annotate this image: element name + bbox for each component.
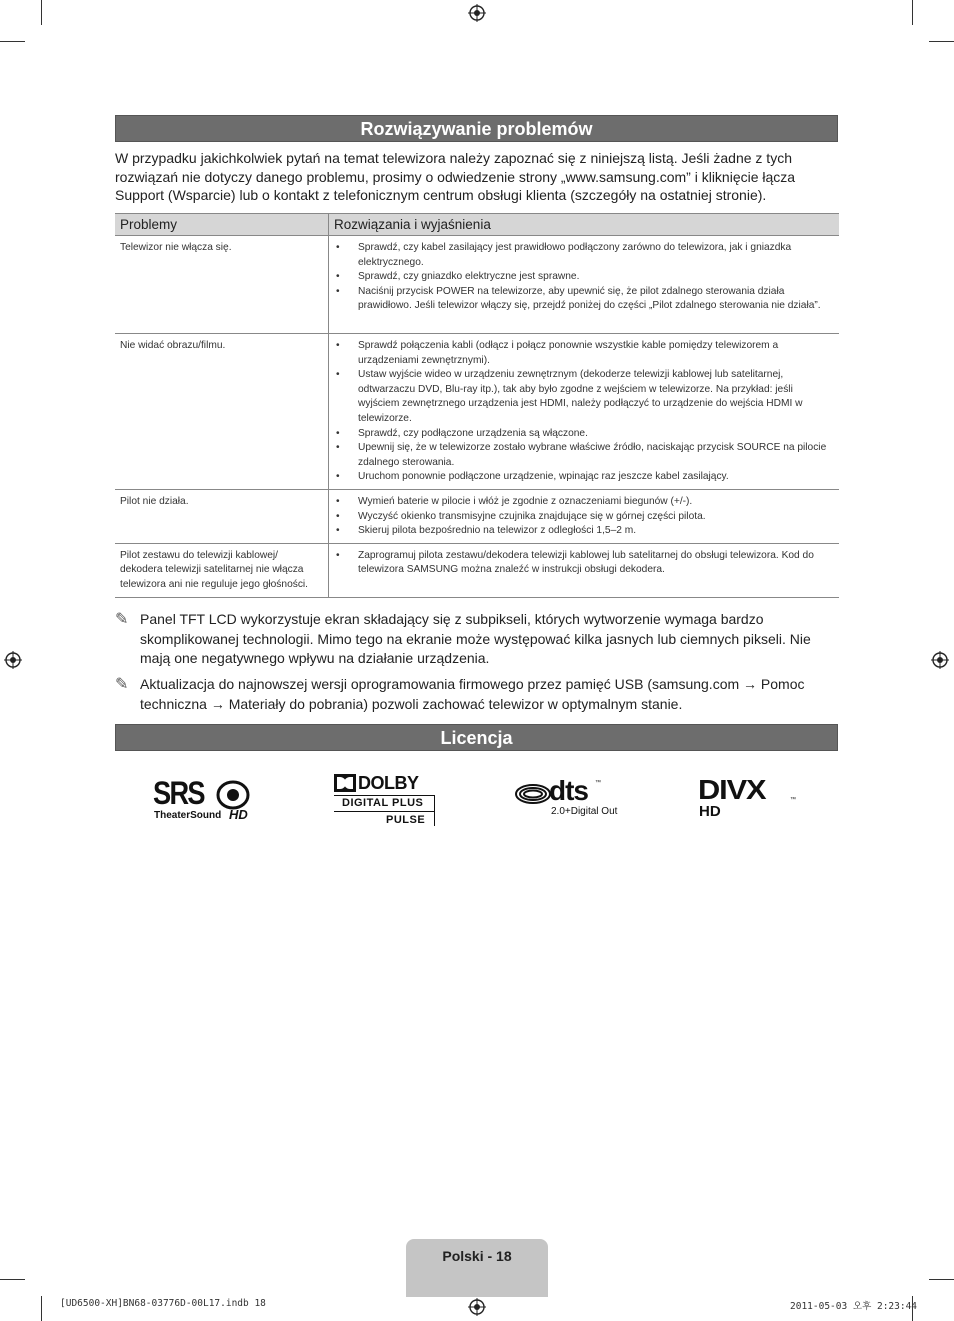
- crop-mark: [929, 41, 954, 42]
- crop-mark: [0, 1279, 25, 1280]
- solutions-cell: [329, 334, 840, 490]
- note-firmware: [115, 675, 839, 714]
- srs-hd: HD: [229, 807, 248, 822]
- crop-mark: [41, 0, 42, 25]
- problem-cell: Pilot nie działa.: [115, 490, 329, 544]
- intro-paragraph: W przypadku jakichkolwiek pytań na temat telewizora należy zapoznać się z niniejszą listą. Jeśli żadne z tych rozwiązań nie dotyczy danego problemu, prosimy o odwiedzenie strony „www.samsung.com” i kliknięcie łącza Support (Wsparcie) lub o kontakt z telefonicznym centrum obsługi klienta (szczegóły na ostatniej stronie).: [115, 150, 796, 203]
- srs-subtitle: TheaterSound: [154, 810, 222, 821]
- note-panel: [115, 610, 839, 669]
- section-title-license: Licencja: [115, 724, 838, 751]
- dts-wordmark: dts: [549, 775, 588, 806]
- column-header-problems: Problemy: [115, 214, 329, 236]
- solution-item: • Naciśnij przycisk POWER na telewizorze, aby upewnić się, że pilot zdalnego sterowania działa prawidłowo. Jeśli telewizor włączy się, przejdź poniżej do części „Pilot zdalnego sterowania nie działa”.: [358, 285, 834, 314]
- column-header-solutions: Rozwiązania i wyjaśnienia: [329, 214, 840, 236]
- divx-tm: ™: [790, 797, 796, 803]
- pencil-note-icon: ✎: [115, 611, 129, 628]
- solutions-cell: [329, 236, 840, 334]
- solution-item: • Sprawdź, czy podłączone urządzenia są włączone.: [358, 427, 834, 442]
- section-title-troubleshooting: Rozwiązywanie problemów: [115, 115, 838, 142]
- dts-subtitle: 2.0+Digital Out: [551, 806, 618, 817]
- registration-mark-icon: [468, 1298, 486, 1316]
- dts-tm: ™: [595, 780, 601, 786]
- solutions-cell: [329, 543, 840, 597]
- table-row: [115, 490, 839, 544]
- problem-cell: Pilot zestawu do telewizji kablowej/ dekodera telewizji satelitarnej nie włącza telewizora ani nie reguluje jego głośności.: [115, 543, 329, 597]
- solution-item: • Wyczyść okienko transmisyjne czujnika znajdujące się w górnej części pilota.: [358, 510, 834, 525]
- crop-mark: [0, 41, 25, 42]
- note-text: Aktualizacja do najnowszej wersji oprogramowania firmowego przez pamięć USB (samsung.com → Pomoc techniczna → Materiały do pobrania) pozwoli zachować telewizor w optymalnym stanie.: [140, 676, 805, 712]
- crop-mark: [41, 1296, 42, 1321]
- registration-mark-icon: [931, 651, 949, 669]
- solution-item: • Upewnij się, że w telewizorze zostało wybrane właściwe źródło, naciskając przycisk SOURCE na pilocie zdalnego sterowania.: [358, 441, 834, 470]
- pencil-note-icon: ✎: [115, 676, 129, 693]
- srs-wordmark: SRS: [153, 775, 204, 811]
- page-number-tab: Polski - 18: [406, 1239, 548, 1297]
- dts-swoosh-icon: [515, 783, 551, 805]
- crop-mark: [912, 0, 913, 25]
- solution-item: • Wymień baterie w pilocie i włóż je zgodnie z oznaczeniami biegunów (+/-).: [358, 495, 834, 510]
- table-row: [115, 334, 839, 490]
- print-slug-right: 2011-05-03 오후 2:23:44: [790, 1301, 918, 1312]
- problem-cell: Telewizor nie włącza się.: [115, 236, 329, 334]
- dolby-line2: PULSE: [386, 814, 426, 826]
- dolby-double-d-icon: [334, 774, 356, 792]
- table-row: [115, 236, 839, 334]
- note-text: Panel TFT LCD wykorzystuje ekran składający się z subpikseli, których wytworzenie wymaga bardzo skomplikowanej technologii. Mimo tego na ekranie może występować kilka jasnych lub ciemnych pikseli. Nie mają one negatywnego wpływu na działanie urządzenia.: [140, 611, 811, 666]
- divider: [334, 795, 435, 796]
- print-slug-left: [UD6500-XH]BN68-03776D-00L17.indb 18: [60, 1298, 266, 1309]
- divx-logo: [698, 774, 796, 820]
- dolby-logo: [334, 774, 436, 826]
- srs-circle-icon: [216, 780, 250, 810]
- dolby-line1: DIGITAL PLUS: [342, 797, 424, 809]
- solution-item: • Sprawdź połączenia kabli (odłącz i połącz ponownie wszystkie kable pomiędzy telewizorem a urządzeniami zewnętrznymi).: [358, 339, 834, 368]
- divx-wordmark: DIVX: [698, 774, 766, 805]
- solution-item: • Sprawdź, czy kabel zasilający jest prawidłowo podłączony zarówno do telewizora, jak i gniazdka elektrycznego.: [358, 241, 834, 270]
- solution-item: • Skieruj pilota bezpośrednio na telewizor z odległości 1,5–2 m.: [358, 524, 834, 539]
- dolby-wordmark: DOLBY: [358, 773, 419, 793]
- registration-mark-icon: [4, 651, 22, 669]
- table-row: [115, 543, 839, 597]
- troubleshooting-table: [115, 213, 839, 598]
- solution-item: • Uruchom ponownie podłączone urządzenie, wpinając raz jeszcze kabel zasilający.: [358, 470, 834, 485]
- crop-mark: [929, 1279, 954, 1280]
- problem-cell: Nie widać obrazu/filmu.: [115, 334, 329, 490]
- srs-logo: [153, 775, 255, 823]
- dts-logo: [515, 775, 620, 820]
- table-header-row: [115, 214, 839, 236]
- solution-item: • Sprawdź, czy gniazdko elektryczne jest sprawne.: [358, 270, 834, 285]
- solution-item: • Ustaw wyjście wideo w urządzeniu zewnętrznym (dekoderze telewizji kablowej lub satelitarnej, odtwarzaczu DVD, Blu-ray itp.), tak aby było zgodne z wejściem w telewizorze. Na przykład: jeśli wyjściem zewnętrznego urządzenia jest HDMI, należy podłączyć to urządzenie do wejścia HDMI w telewizorze.: [358, 368, 834, 426]
- solution-item: • Zaprogramuj pilota zestawu/dekodera telewizji kablowej lub satelitarnej do obsługi telewizora. Kod do telewizora SAMSUNG można znaleźć w instrukcji obsługi dekodera.: [358, 549, 834, 578]
- registration-mark-icon: [468, 4, 486, 22]
- divider: [334, 811, 435, 812]
- solutions-cell: [329, 490, 840, 544]
- divx-hd: HD: [699, 803, 721, 820]
